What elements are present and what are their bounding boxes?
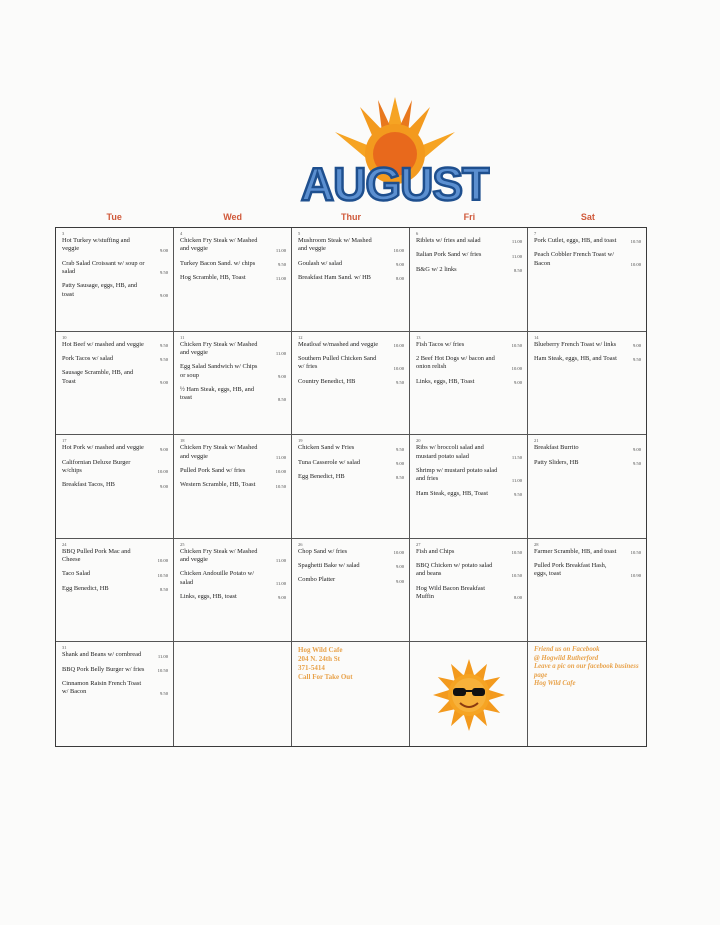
menu-item-name: Breakfast Burrito [534,444,579,452]
menu-item [298,444,404,452]
menu-item-name: Pulled Pork Breakfast Hash, eggs, toast [534,562,607,578]
menu-item-price: 10.00 [393,247,404,253]
menu-item-price: 10.00 [157,469,168,475]
menu-item-name: Fish and Chips [416,547,455,555]
menu-item [62,260,168,277]
day-cell-sat [528,435,646,539]
menu-item [62,444,168,452]
cafe-info-line: Hog Wild Cafe [298,646,343,655]
menu-item-price: 9.00 [632,446,641,452]
menu-item-name: Hog Scramble, HB, Toast [180,273,246,281]
day-cell-tue [56,642,174,746]
menu-item-name: Hot Pork w/ mashed and veggie [62,444,144,452]
menu-item-name: Links, eggs, HB, Toast [416,377,475,385]
menu-item-name: Ribs w/ broccoli salad and mustard potato salad [416,444,484,460]
date-number: 21 [534,438,539,444]
menu-item [180,386,286,403]
menu-item-price: 9.50 [395,379,404,385]
menu-item-price: 11.00 [275,558,286,564]
facebook-note-line: Leave a pic on our facebook business page [534,663,639,679]
menu-item [62,570,168,578]
menu-item [416,467,522,484]
menu-item [534,562,641,579]
menu-item-price: 9.50 [159,342,168,348]
day-cell-thur [292,539,410,643]
menu-item [416,266,522,274]
date-number: 28 [534,541,539,547]
menu-item-name: Egg Benedict, HB [298,472,345,480]
menu-item-name: Country Benedict, HB [298,377,356,385]
date-number: 17 [62,438,67,444]
menu-item-name: ½ Ham Steak, eggs, HB, and toast [180,385,255,402]
menu-item-name: Taco Salad [62,570,91,578]
menu-item-name: BBQ Pulled Pork Mac and Cheese [62,547,131,564]
menu-item-price: 9.00 [632,342,641,348]
menu-item [534,355,641,363]
day-cell-wed [174,228,292,332]
menu-item-price: 10.00 [393,365,404,371]
menu-item-price: 9.00 [395,460,404,466]
menu-item-price: 11.00 [511,253,522,259]
menu-item [180,260,286,268]
menu-item [62,481,168,489]
date-number: 13 [416,334,421,340]
menu-item-price: 9.00 [159,293,168,298]
menu-item-name: Tuna Casserole w/ salad [298,458,361,466]
menu-item-price: 10.50 [630,550,641,556]
menu-item-price: 9.00 [159,483,168,489]
menu-item-name: B&G w/ 2 links [416,265,457,273]
menu-item [416,251,522,259]
date-number: 4 [180,231,183,236]
menu-item [416,585,522,602]
menu-item [180,481,286,489]
day-cell-tue [56,332,174,436]
menu-item-name: Crab Salad Croissant w/ soup or salad [62,259,145,275]
menu-item-price: 9.50 [632,460,641,466]
menu-item [534,341,641,349]
menu-item-price: 10.50 [157,668,168,674]
day-cell-thur [292,435,410,539]
menu-item [534,459,641,467]
day-cell-tue [56,539,174,643]
menu-item [180,363,286,380]
day-thur: Thur [341,212,362,222]
menu-item-name: Peach Cobbler French Toast w/ Bacon [534,251,615,267]
menu-item [62,355,168,363]
date-number: 26 [298,541,303,547]
menu-item-price: 10.00 [630,262,641,268]
menu-item-name: Riblets w/ fries and salad [416,237,481,244]
menu-item [298,576,404,584]
menu-item-name: Chicken Sand w Fries [298,444,355,452]
menu-item [180,341,286,358]
menu-item-name: Links, eggs, HB, toast [180,593,237,601]
menu-item-name: Shrimp w/ mustard potato salad and fries [416,466,498,483]
menu-item [416,548,522,556]
menu-item-name: Pulled Pork Sand w/ fries [180,466,246,474]
menu-item-name: Pork Tacos w/ salad [62,354,114,362]
weekday-header [55,212,647,224]
date-number: 10 [62,334,67,340]
menu-item-name: Turkey Bacon Sand. w/ chips [180,259,256,267]
menu-item [416,237,522,245]
menu-item [62,680,168,697]
menu-item [62,666,168,674]
menu-item [62,651,168,659]
day-cell-sat [528,332,646,436]
menu-item-price: 9.00 [395,564,404,570]
menu-item [298,473,404,481]
date-number: 5 [298,231,301,236]
menu-item-name: BBQ Pork Belly Burger w/ fries [62,665,145,673]
menu-item-price: 10.00 [157,558,168,564]
menu-item [298,260,404,268]
day-cell-sat [528,228,646,332]
menu-item-price: 8.50 [395,475,404,481]
menu-item-name: Californian Deluxe Burger w/chips [62,458,131,474]
menu-item-price: 9.00 [395,262,404,268]
calendar-grid [55,227,647,747]
menu-item-price: 9.50 [159,357,168,363]
date-number: 3 [62,231,65,236]
menu-item-name: Italian Pork Sand w/ fries [416,251,482,259]
menu-item-name: Hog Wild Bacon Breakfast Muffin [416,584,486,601]
day-tue: Tue [106,212,122,222]
menu-item [534,548,641,556]
menu-item-price: 10.90 [630,572,641,578]
menu-item [416,341,522,349]
day-cell-wed [174,332,292,436]
menu-item [534,237,641,245]
menu-item [62,459,168,476]
menu-item-name: Patty Sausage, eggs, HB, and toast [62,282,138,298]
menu-item-name: Hot Turkey w/stuffing and veggie [62,237,130,253]
menu-item [62,369,168,386]
menu-item-price: 10.50 [511,550,522,556]
date-number: 27 [416,541,421,547]
menu-item-name: Patty Sliders, HB [534,458,579,466]
menu-item [180,570,286,587]
day-cell-fri [410,332,528,436]
day-cell-tue [56,435,174,539]
menu-item [416,490,522,498]
menu-item-price: 8.50 [277,396,286,402]
menu-item-price: 9.00 [395,578,404,584]
menu-item-price: 8.00 [395,276,404,282]
menu-item-name: Egg Benedict, HB [62,584,109,592]
menu-item-name: Spaghetti Bake w/ salad [298,562,360,570]
menu-item-name: Egg Salad Sandwich w/ Chips or soup [180,363,258,379]
menu-item-name: Farmer Scramble, HB, and toast [534,547,617,555]
menu-item-price: 10.50 [157,572,168,578]
menu-item-price: 10.50 [275,483,286,489]
menu-item-price: 8.50 [159,587,168,593]
menu-item [62,237,168,254]
menu-item [298,548,404,556]
day-wed: Wed [223,212,243,222]
menu-item-price: 8.50 [513,268,522,274]
menu-item-name: Sausage Scramble, HB, and Toast [62,369,134,385]
menu-item-price: 8.00 [513,595,522,601]
day-sat: Sat [580,212,595,222]
menu-item [180,593,286,601]
menu-item-price: 9.00 [277,373,286,379]
menu-item-name: Southern Pulled Chicken Sand w/ fries [298,354,377,371]
day-cell-thur [292,228,410,332]
menu-item [62,282,168,299]
menu-item [298,459,404,467]
cafe-info-line: Call For Take Out [298,672,353,681]
menu-item-name: Chicken Fry Steak w/ Mashed and veggie [180,237,258,253]
day-cell-thur [292,332,410,436]
menu-item-name: Pork Cutlet, eggs, HB, and toast [534,237,617,244]
menu-item [180,548,286,565]
menu-item-price: 11.50 [511,454,522,460]
menu-item-price: 9.50 [159,270,168,276]
menu-item-name: Chicken Fry Steak w/ Mashed and veggie [180,340,258,356]
day-fri: Fri [463,212,476,222]
date-number: 7 [534,231,537,236]
cafe-info-line: 204 N. 24th St [298,655,341,664]
menu-item-name: 2 Beef Hot Dogs w/ bacon and onion relish [416,354,495,371]
day-cell-fri [410,539,528,643]
menu-item-price: 10.00 [393,550,404,556]
menu-item-price: 9.50 [277,262,286,268]
menu-item-name: Blueberry French Toast w/ links [534,340,617,348]
august-logo [300,92,490,210]
menu-item-price: 9.00 [513,379,522,385]
menu-item-price: 10.50 [511,572,522,578]
menu-item [298,355,404,372]
day-cell-tue [56,228,174,332]
menu-item-price: 9.00 [159,446,168,452]
menu-item-price: 9.00 [159,247,168,253]
menu-item-name: Ham Steak, eggs, HB, Toast [416,489,489,497]
menu-item [298,237,404,254]
menu-item-price: 11.00 [275,351,286,357]
facebook-note [528,642,646,746]
menu-item [534,251,641,268]
menu-item-name: Chicken Andouille Potato w/ salad [180,570,255,586]
menu-item-price: 11.00 [275,581,286,587]
menu-item-price: 11.00 [511,239,522,245]
menu-item-price: 10.00 [511,365,522,371]
menu-item-name: Combo Platter [298,576,336,584]
menu-item [534,444,641,452]
date-number: 19 [298,438,303,444]
date-number: 12 [298,334,303,340]
menu-item-price: 9.50 [632,357,641,363]
date-number: 25 [180,541,185,547]
facebook-note-line: Friend us on Facebook [534,646,600,654]
menu-item-name: Meatloaf w/mashed and veggie [298,340,379,348]
date-number: 6 [416,231,419,236]
menu-item [62,341,168,349]
menu-item [62,548,168,565]
menu-item-name: Cinnamon Raisin French Toast w/ Bacon [62,680,142,696]
menu-item-name: Mushroom Steak w/ Mashed and veggie [298,237,372,253]
menu-item-name: Chicken Fry Steak w/ Mashed and veggie [180,547,258,564]
menu-item-price: 11.00 [275,247,286,253]
date-number: 20 [416,438,421,444]
menu-item-price: 11.00 [511,477,522,483]
menu-item-price: 9.50 [395,446,404,452]
menu-item-name: Ham Steak, eggs, HB, and Toast [534,354,617,362]
day-cell-fri [410,228,528,332]
menu-item [298,378,404,386]
menu-item [62,585,168,593]
menu-item-price: 9.00 [277,595,286,601]
empty-cell [174,642,292,746]
menu-item-price: 11.00 [275,454,286,460]
day-cell-wed [174,435,292,539]
menu-item-name: Shank and Beans w/ cornbread [62,651,142,659]
logo-text: AUGUST [300,158,490,210]
menu-item [180,274,286,282]
menu-item [298,274,404,282]
menu-item [180,444,286,461]
cafe-info [292,642,410,746]
menu-item-name: Breakfast Tacos, HB [62,481,115,489]
menu-item [298,562,404,570]
menu-item [416,355,522,372]
menu-item-name: Goulash w/ salad [298,259,343,267]
menu-item-price: 11.00 [157,653,168,659]
menu-item-price: 10.00 [275,469,286,475]
menu-item-name: Breakfast Ham Sand. w/ HB [298,273,371,281]
day-cell-wed [174,539,292,643]
menu-item-name: BBQ Chicken w/ potato salad and beans [416,562,493,578]
menu-item-price: 10.50 [511,342,522,348]
menu-item [416,444,522,461]
menu-item [180,467,286,475]
menu-item [298,341,404,349]
menu-item-name: Chicken Fry Steak w/ Mashed and veggie [180,444,258,460]
menu-item [416,562,522,579]
date-number: 24 [62,541,67,547]
date-number: 14 [534,334,539,340]
cafe-info-line: 371-5414 [298,663,325,672]
date-number: 31 [62,645,67,651]
menu-item-price: 9.50 [159,690,168,696]
menu-item-price: 9.50 [513,491,522,497]
menu-item-name: Hot Beef w/ mashed and veggie [62,340,144,348]
menu-item-price: 10.50 [630,239,641,245]
menu-item-name: Western Scramble, HB, Toast [180,481,256,489]
sun-cell [410,642,528,746]
menu-item [180,237,286,254]
menu-item-price: 11.00 [275,276,286,282]
menu-item [416,378,522,386]
day-cell-fri [410,435,528,539]
facebook-note-line: Hog Wild Cafe [534,680,576,688]
menu-item-name: Fish Tacos w/ fries [416,340,465,348]
day-cell-sat [528,539,646,643]
menu-item-name: Chop Sand w/ fries [298,547,348,555]
menu-item-price: 9.00 [159,379,168,385]
date-number: 18 [180,438,185,444]
menu-item-price: 10.00 [393,342,404,348]
facebook-note-line: @ Hogwild Rutherford [534,654,599,662]
date-number: 11 [180,334,185,340]
sun-with-sunglasses-icon [429,655,509,735]
